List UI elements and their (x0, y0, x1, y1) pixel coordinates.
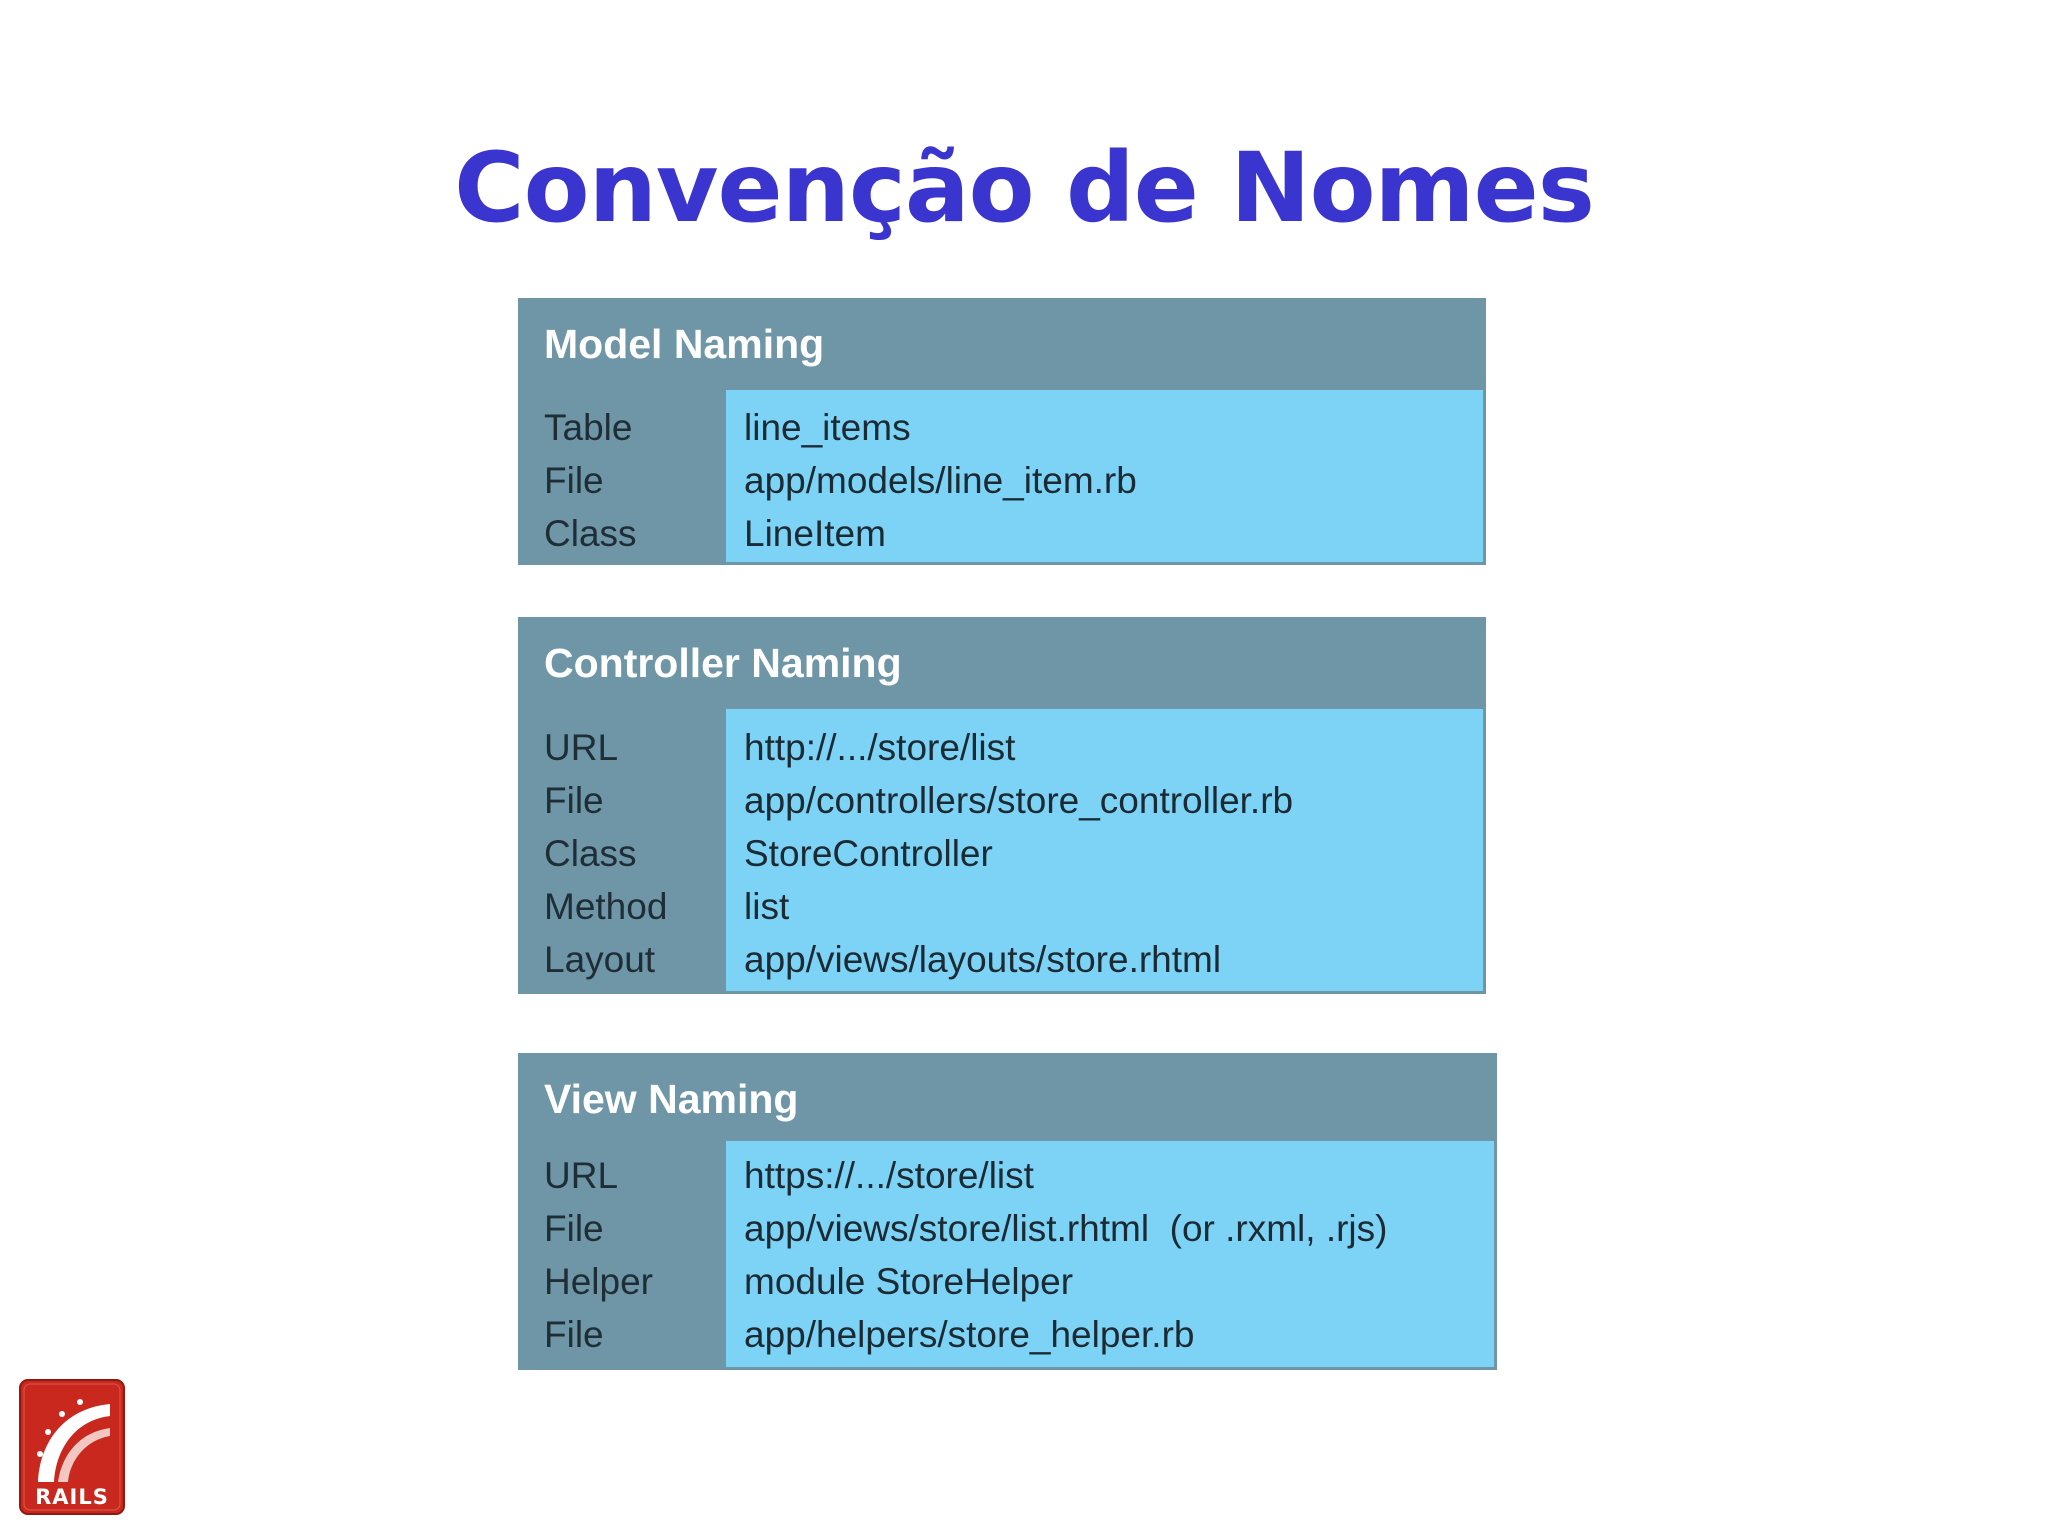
controller-row-value: StoreController (744, 833, 993, 874)
controller-row-label: URL (544, 727, 619, 768)
model-row-label: Class (544, 513, 637, 554)
controller-row-label: Method (544, 886, 668, 927)
controller-row-value: http://.../store/list (744, 727, 1016, 768)
rails-logo (18, 1378, 126, 1516)
controller-naming-panel (518, 617, 1486, 994)
view-row-label: File (544, 1314, 604, 1355)
controller-naming-header: Controller Naming (544, 640, 902, 686)
controller-row-value: app/controllers/store_controller.rb (744, 780, 1294, 821)
model-naming-header: Model Naming (544, 321, 825, 367)
model-naming-panel (518, 298, 1486, 565)
view-row-label: File (544, 1208, 604, 1249)
model-row-value: line_items (744, 407, 911, 448)
view-row-value: https://.../store/list (744, 1155, 1034, 1196)
controller-row-label: File (544, 780, 604, 821)
model-row-value: LineItem (744, 513, 886, 554)
controller-row-label: Layout (544, 939, 656, 980)
controller-row-value: app/views/layouts/store.rhtml (744, 939, 1222, 980)
rails-logo-icon (18, 1378, 126, 1516)
controller-row-label: Class (544, 833, 637, 874)
view-row-label: URL (544, 1155, 619, 1196)
view-row-value: app/helpers/store_helper.rb (744, 1314, 1195, 1355)
model-row-label: File (544, 460, 604, 501)
model-row-label: Table (544, 407, 633, 448)
view-naming-header: View Naming (544, 1076, 799, 1122)
view-naming-panel (518, 1053, 1497, 1370)
rails-logo-text: RAILS (35, 1485, 109, 1509)
model-row-value: app/models/line_item.rb (744, 460, 1137, 501)
page-title: Convenção de Nomes (454, 132, 1594, 244)
view-row-value: app/views/store/list.rhtml (or .rxml, .rjs) (744, 1208, 1388, 1249)
view-row-value: module StoreHelper (744, 1261, 1074, 1302)
view-row-label: Helper (544, 1261, 653, 1302)
controller-row-value: list (744, 886, 790, 927)
